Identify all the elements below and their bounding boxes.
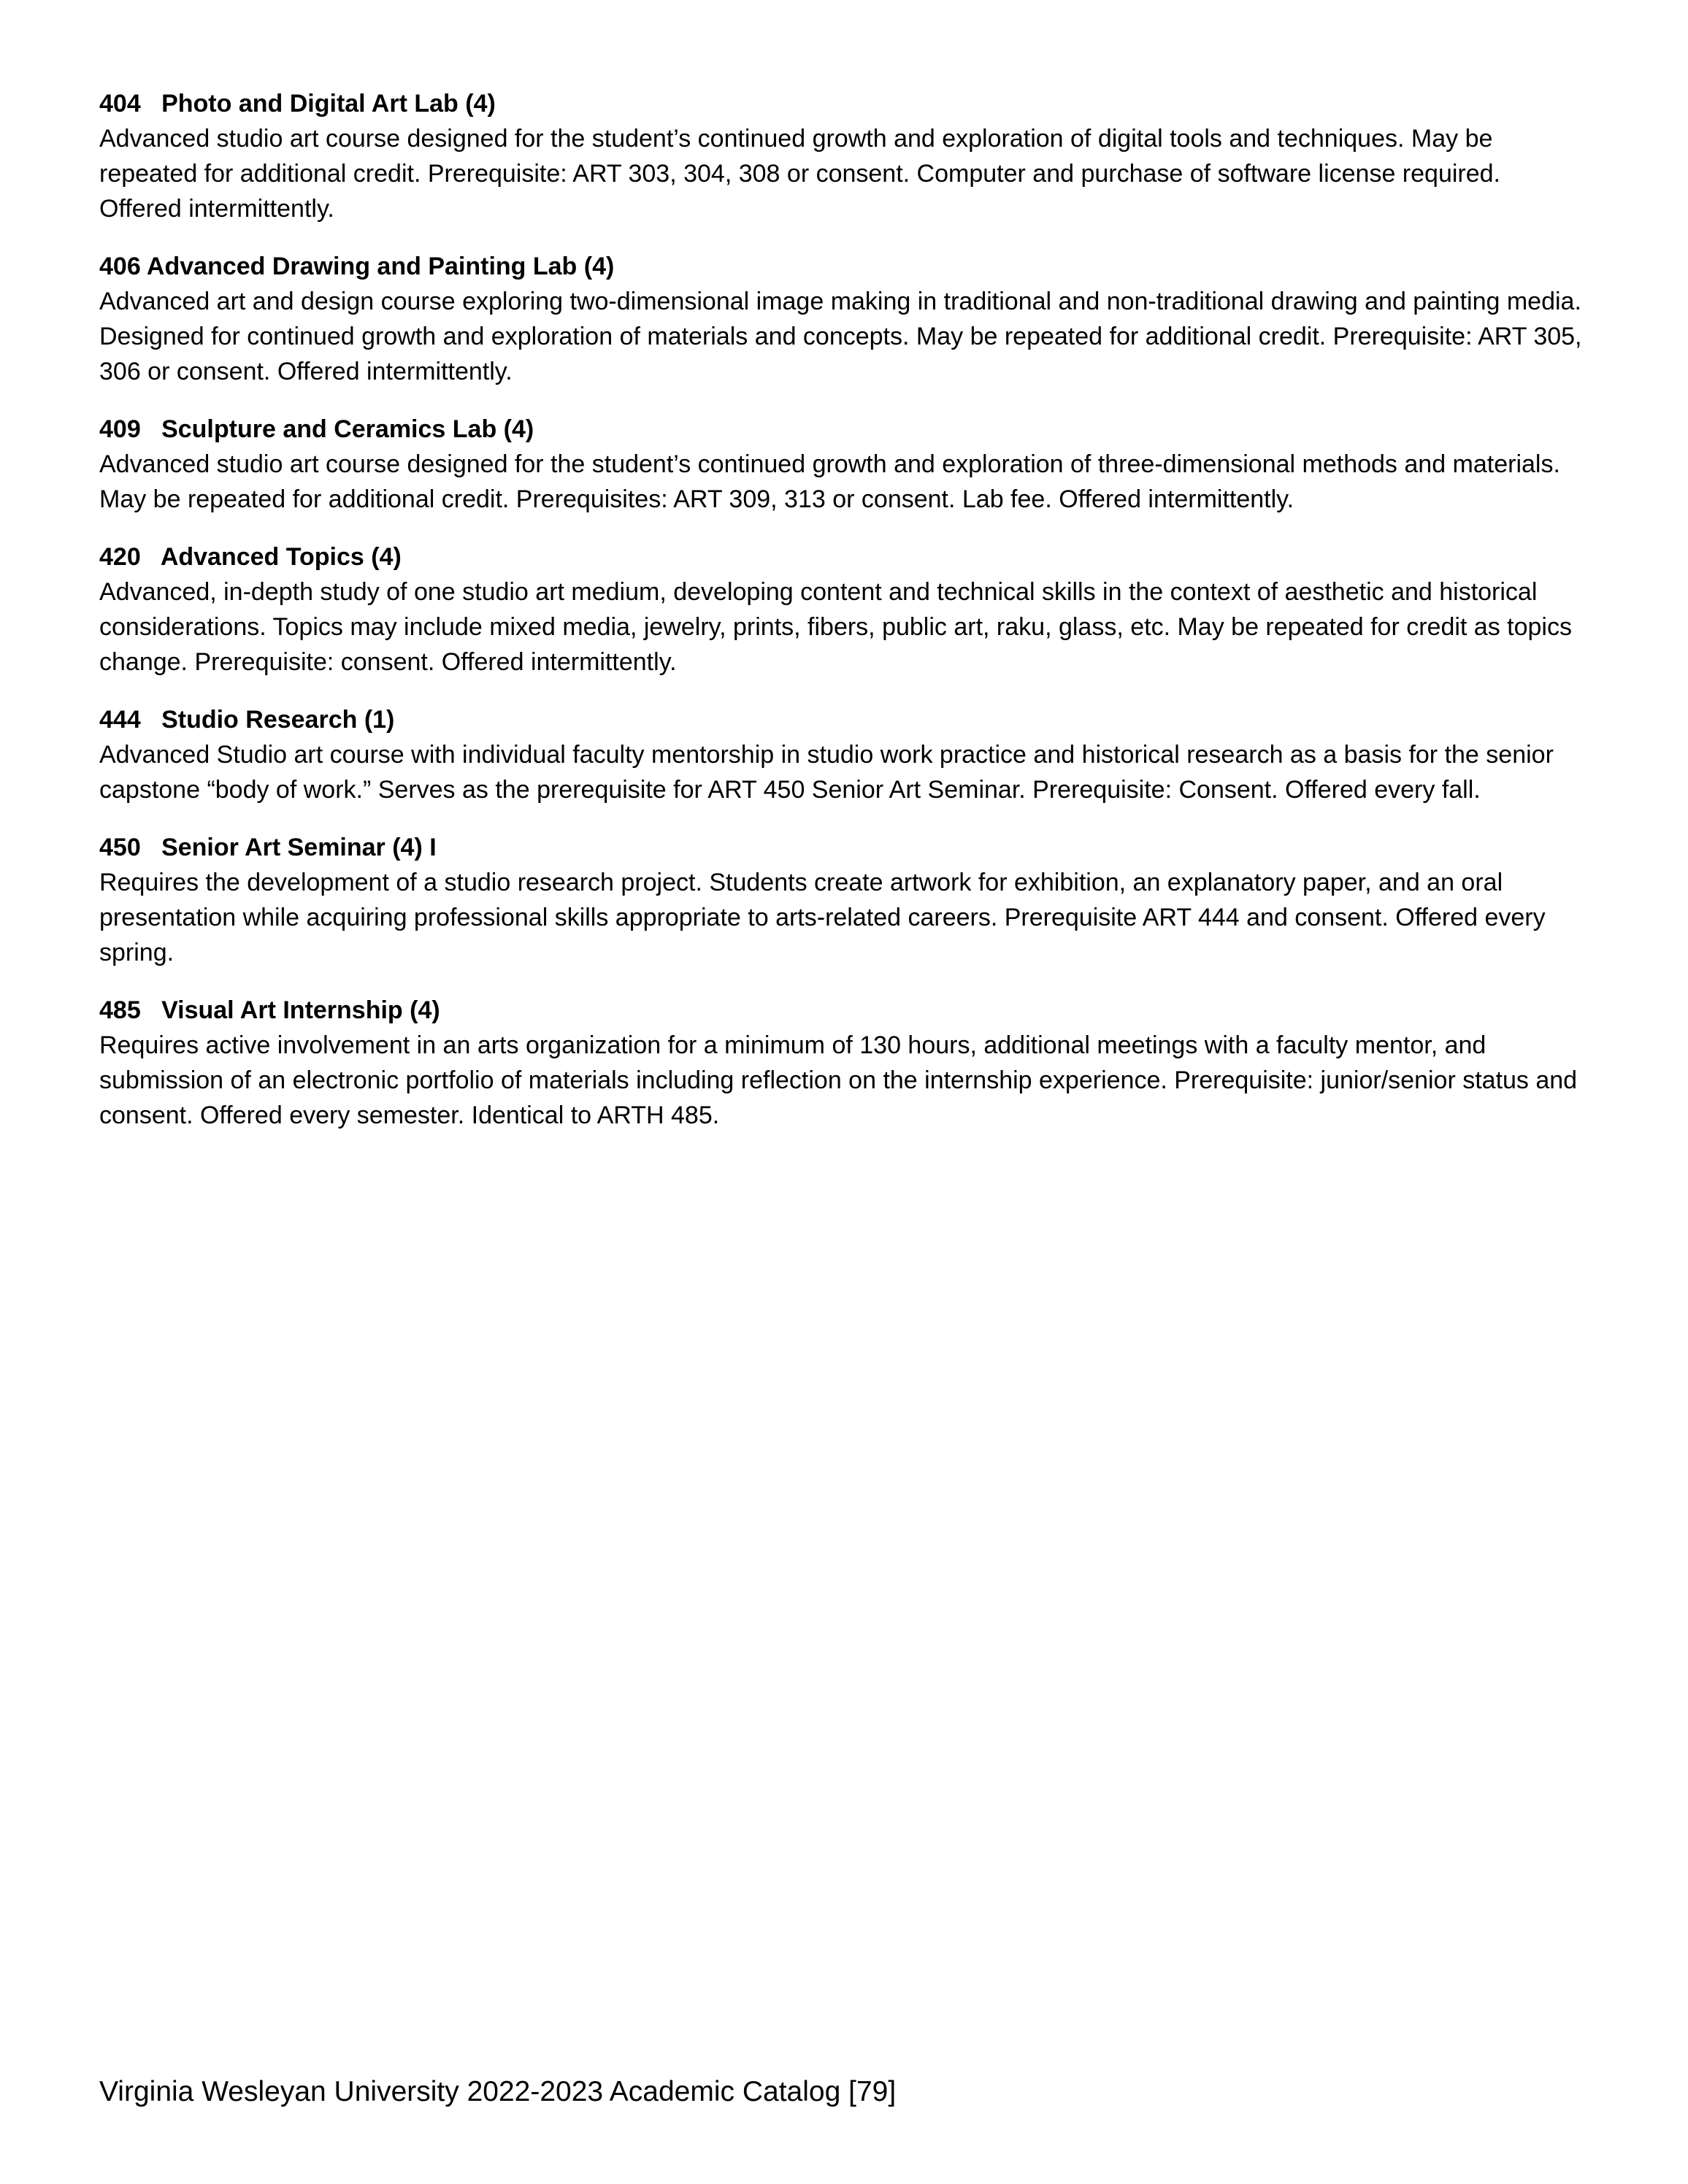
course-entry-450 bbox=[99, 830, 1589, 970]
course-number: 404 bbox=[99, 90, 141, 118]
course-entry-406 bbox=[99, 249, 1589, 389]
course-heading bbox=[99, 702, 1589, 737]
heading-spacer bbox=[141, 415, 161, 443]
course-entry-409 bbox=[99, 412, 1589, 517]
course-description: Requires active involvement in an arts organization for a minimum of 130 hours, additional meetings with a faculty mentor, and submission of an electronic portfolio of materials including reflection on the internship experience. Prerequisite: junior/senior status and consent. Offered every semester. Identical to ARTH 485. bbox=[99, 1031, 1578, 1129]
course-number: 450 bbox=[99, 834, 141, 861]
course-heading bbox=[99, 249, 1589, 284]
course-heading bbox=[99, 412, 1589, 447]
heading-spacer bbox=[141, 253, 147, 280]
course-entry-420 bbox=[99, 539, 1589, 680]
course-heading bbox=[99, 86, 1589, 121]
course-title: Advanced Drawing and Painting Lab (4) bbox=[146, 253, 615, 280]
course-description: Advanced, in-depth study of one studio art medium, developing content and technical skills in the context of aesthetic and historical considerations. Topics may include mixed media, jewelry, prints, fibers, public art, raku, glass, etc. May be repeated for credit as topics change. Prerequisite: consent. Offered intermittently. bbox=[99, 578, 1572, 676]
course-description: Advanced Studio art course with individual faculty mentorship in studio work practice and historical research as a basis for the senior capstone “body of work.” Serves as the prerequisite for ART 450 Senior Art Seminar. Prerequisite: Consent. Offered every fall. bbox=[99, 741, 1554, 804]
course-number: 406 bbox=[99, 253, 141, 280]
course-number: 444 bbox=[99, 706, 141, 734]
heading-spacer bbox=[141, 90, 161, 118]
course-entry-485 bbox=[99, 993, 1589, 1133]
course-title: Studio Research (1) bbox=[161, 706, 395, 734]
course-description: Advanced studio art course designed for the student’s continued growth and exploration of three-dimensional methods and materials. May be repeated for additional credit. Prerequisites: ART 309, 313 or consent. Lab fee. Offered intermittently. bbox=[99, 450, 1560, 513]
course-description: Requires the development of a studio research project. Students create artwork for exhibition, an explanatory paper, and an oral presentation while acquiring professional skills appropriate to arts-related careers. Prerequisite ART 444 and consent. Offered every spring. bbox=[99, 869, 1546, 966]
heading-spacer bbox=[141, 543, 161, 571]
course-description: Advanced studio art course designed for the student’s continued growth and exploration of digital tools and techniques. May be repeated for additional credit. Prerequisite: ART 303, 304, 308 or consent. Computer and purchase of software license required. Offered intermittently. bbox=[99, 125, 1500, 223]
heading-spacer bbox=[141, 996, 161, 1024]
heading-spacer bbox=[141, 834, 161, 861]
course-number: 485 bbox=[99, 996, 141, 1024]
course-list bbox=[99, 86, 1589, 1156]
course-title: Advanced Topics (4) bbox=[160, 543, 402, 571]
course-heading bbox=[99, 993, 1589, 1028]
course-entry-404 bbox=[99, 86, 1589, 226]
course-heading bbox=[99, 830, 1589, 865]
course-heading bbox=[99, 539, 1589, 574]
course-number: 409 bbox=[99, 415, 141, 443]
course-title: Photo and Digital Art Lab (4) bbox=[161, 90, 496, 118]
page-footer: Virginia Wesleyan University 2022-2023 Academic Catalog [79] bbox=[99, 2076, 897, 2107]
course-title: Sculpture and Ceramics Lab (4) bbox=[161, 415, 534, 443]
course-title: Visual Art Internship (4) bbox=[161, 996, 440, 1024]
course-entry-444 bbox=[99, 702, 1589, 807]
course-title: Senior Art Seminar (4) I bbox=[161, 834, 437, 861]
course-description: Advanced art and design course exploring two-dimensional image making in traditional and non-traditional drawing and painting media. Designed for continued growth and exploration of materials and concepts. May be repeated for additional credit. Prerequisite: ART 305, 306 or consent. Offered intermittently. bbox=[99, 288, 1582, 385]
course-number: 420 bbox=[99, 543, 141, 571]
heading-spacer bbox=[141, 706, 161, 734]
